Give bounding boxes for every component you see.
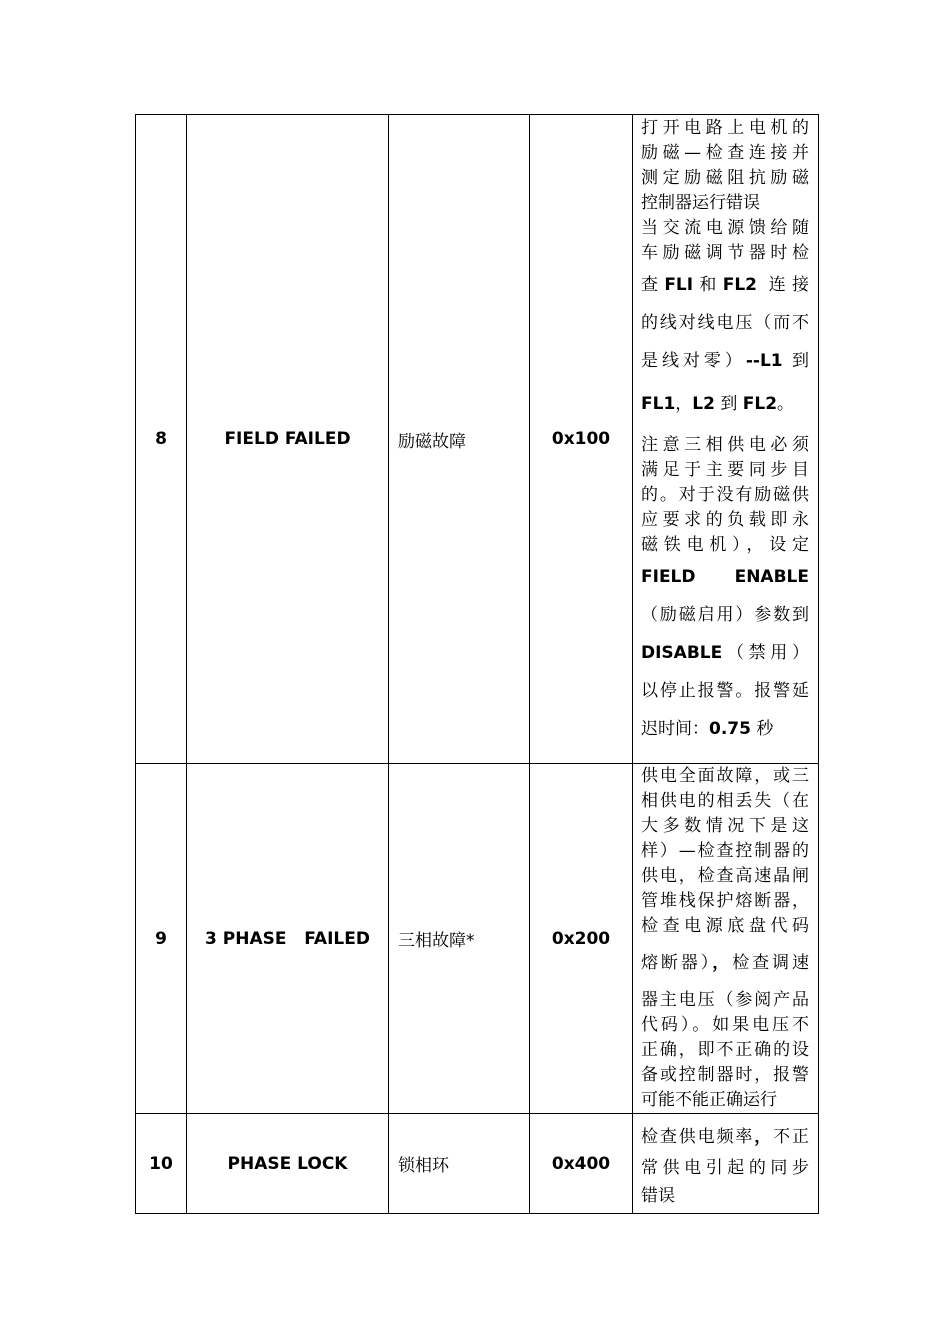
desc-line: 器主电压（参阅产品 (641, 990, 809, 1010)
alarm-code: 0x200 (530, 764, 633, 1114)
desc-text: 。 (777, 394, 795, 414)
desc-line (641, 634, 809, 672)
desc-text: 查 (641, 275, 665, 295)
desc-text: 是线对零） (641, 351, 746, 371)
desc-text: ， (712, 953, 733, 973)
desc-line: 打开电路上电机的 (641, 118, 809, 138)
desc-text: FIELD (641, 567, 696, 587)
desc-line: 以停止报警。报警延 (641, 681, 809, 701)
alarm-name-cn: 锁相环 (389, 1114, 530, 1214)
alarm-description (633, 115, 819, 764)
desc-text: FL2 (722, 275, 757, 295)
alarm-name-cn: 三相故障* (389, 764, 530, 1114)
desc-text: （禁用） (722, 643, 809, 663)
alarm-name: 3 PHASE FAILED (187, 764, 389, 1114)
desc-line (641, 1125, 809, 1150)
table-row (136, 1114, 819, 1214)
alarm-number: 10 (136, 1114, 187, 1214)
desc-line: 供电全面故障，或三 (641, 766, 809, 786)
desc-line: 励磁—检查连接并 (641, 143, 809, 163)
desc-line: 备或控制器时，报警 (641, 1065, 809, 1085)
desc-text: L2 (692, 394, 715, 414)
desc-line: 控制器运行错误 (641, 193, 760, 213)
alarm-number: 8 (136, 115, 187, 764)
desc-line: （励磁启用）参数到 (641, 605, 809, 625)
desc-text: 迟时间： (641, 719, 709, 739)
desc-line: 正确，即不正确的设 (641, 1040, 809, 1060)
desc-line: 磁铁电机），设定 (641, 535, 809, 555)
desc-text: FL1 (641, 394, 676, 414)
desc-text: DISABLE (641, 643, 723, 663)
desc-line: 可能不能正确运行 (641, 1090, 777, 1110)
desc-line (641, 558, 809, 596)
table-row (136, 764, 819, 1114)
desc-line: 常供电引起的同步 (641, 1158, 809, 1178)
desc-line: 当交流电源馈给随 (641, 218, 809, 238)
desc-line: 的线对线电压（而不 (641, 313, 809, 333)
desc-text: ， (754, 1127, 774, 1147)
desc-text: 到 (720, 394, 738, 414)
desc-line: 错误 (641, 1186, 675, 1206)
table-row (136, 115, 819, 764)
alarm-code: 0x100 (530, 115, 633, 764)
desc-line (641, 266, 809, 304)
alarm-code: 0x400 (530, 1114, 633, 1214)
desc-line: 满足于主要同步目 (641, 460, 809, 480)
desc-line: 供电，检查高速晶闸 (641, 866, 809, 886)
desc-text: 连接 (768, 275, 810, 295)
desc-line: 样）—检查控制器的 (641, 841, 809, 861)
desc-line: 代码）。如果电压不 (641, 1015, 809, 1035)
desc-text: 检查调速 (732, 953, 809, 973)
desc-line: 相供电的相丢失（在 (641, 791, 809, 811)
desc-text: FLI (664, 275, 694, 295)
desc-line (641, 939, 809, 988)
desc-line (641, 710, 809, 748)
desc-text: 和 (693, 275, 723, 295)
desc-text: FL2 (742, 394, 778, 414)
desc-text: 秒 (756, 719, 774, 739)
desc-line: 应要求的负载即永 (641, 510, 809, 530)
desc-line: 车励磁调节器时检 (641, 243, 809, 263)
desc-text: --L1 (745, 351, 783, 371)
desc-text: 检查供电频率 (641, 1127, 755, 1147)
alarm-table (135, 114, 819, 1214)
desc-line (641, 380, 809, 429)
desc-text: 0.75 (709, 719, 751, 739)
desc-line (641, 342, 809, 380)
desc-line: 管堆栈保护熔断器， (641, 891, 809, 911)
desc-text: 不正 (773, 1127, 809, 1147)
desc-text: 熔断器） (641, 953, 713, 973)
desc-text: ENABLE (734, 567, 809, 587)
desc-line: 注意三相供电必须 (641, 435, 809, 455)
desc-line: 的。对于没有励磁供 (641, 485, 809, 505)
alarm-description (633, 764, 819, 1114)
alarm-number: 9 (136, 764, 187, 1114)
desc-text: 到 (792, 351, 809, 371)
desc-line: 测定励磁阻抗励磁 (641, 168, 809, 188)
alarm-name: PHASE LOCK (187, 1114, 389, 1214)
alarm-name: FIELD FAILED (187, 115, 389, 764)
desc-line: 检查电源底盘代码 (641, 916, 809, 936)
desc-line: 大多数情况下是这 (641, 816, 809, 836)
desc-text: ， (675, 394, 693, 414)
alarm-name-cn: 励磁故障 (389, 115, 530, 764)
alarm-description (633, 1114, 819, 1214)
